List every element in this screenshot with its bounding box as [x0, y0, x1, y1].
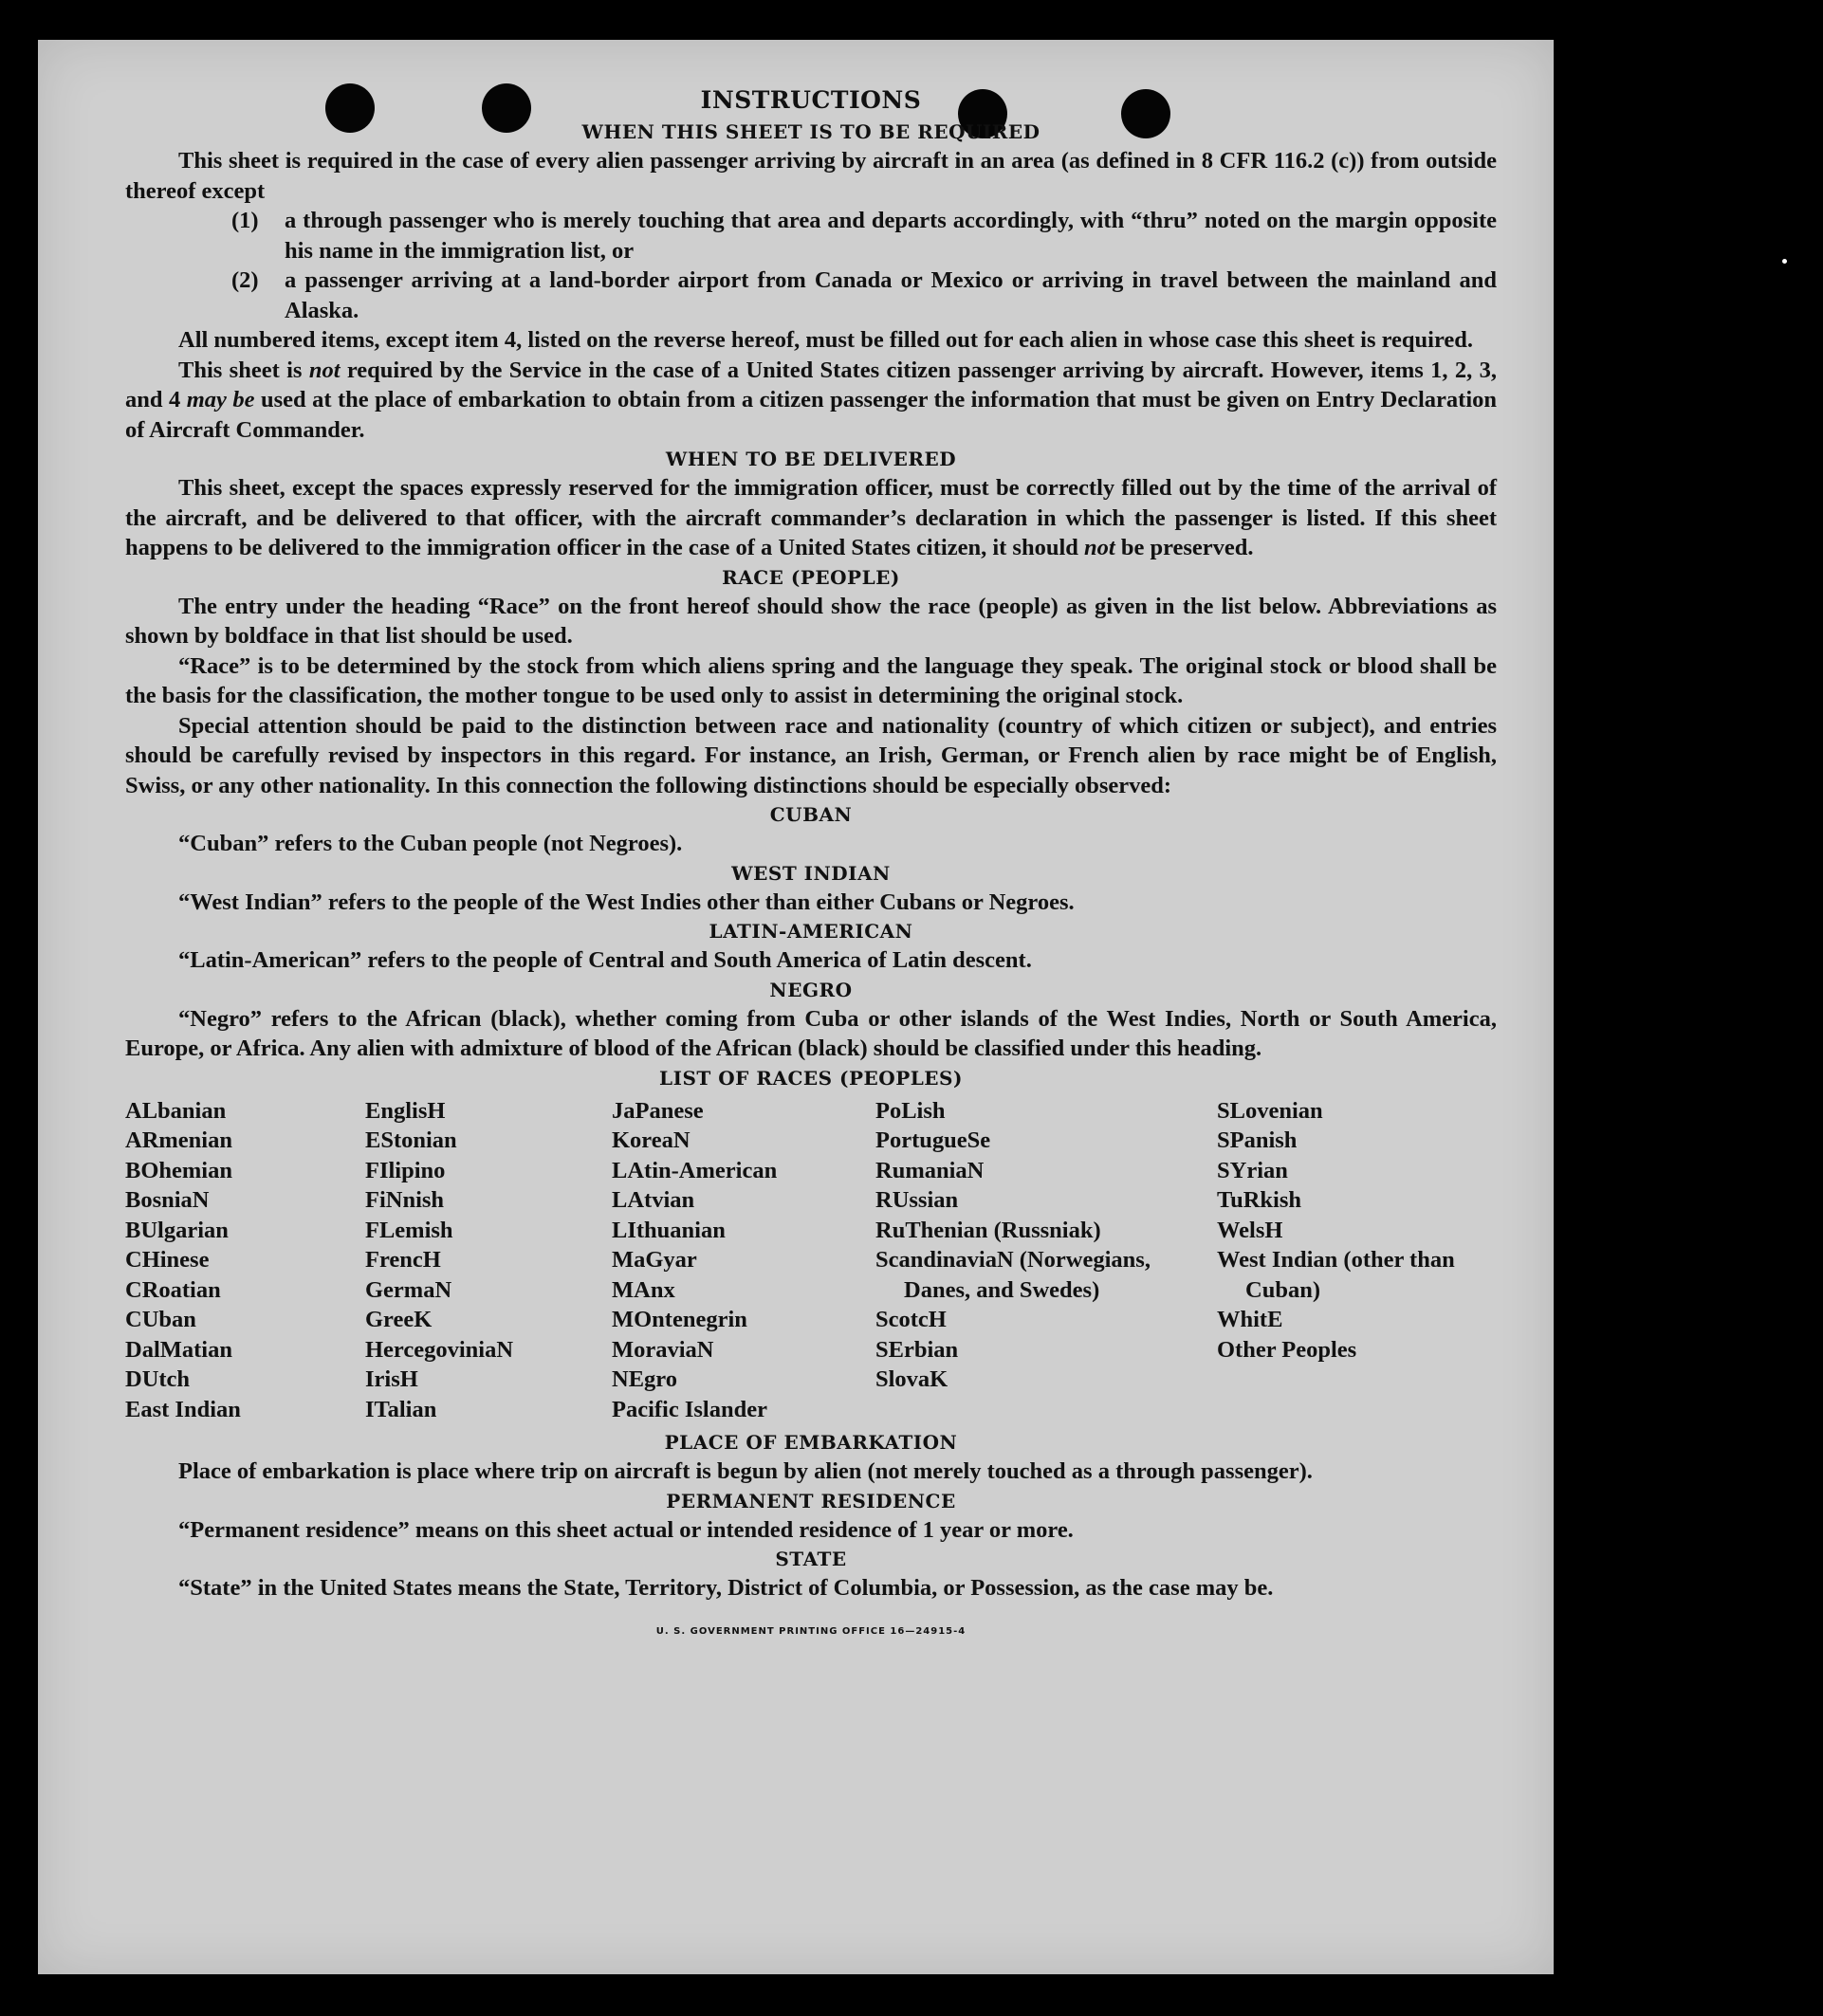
race-entry: RuThenian (Russniak) — [875, 1217, 1101, 1243]
section-heading-residence: PERMANENT RESIDENCE — [666, 1489, 956, 1512]
race-entry: BosniaN — [125, 1187, 210, 1213]
race-entry: PortugueSe — [875, 1127, 991, 1153]
race-entry: KoreaN — [612, 1127, 691, 1153]
race-entry: NEgro — [612, 1366, 677, 1392]
race-entry: BOhemian — [125, 1157, 232, 1183]
race-entry: EStonian — [365, 1127, 457, 1153]
numbered-items-paragraph: All numbered items, except item 4, listed on the reverse hereof, must be filled out for each alien in whose case this sheet is required. — [178, 327, 1474, 353]
west-indian-definition: “West Indian” refers to the people of the West Indies other than either Cubans or Negroes. — [178, 889, 1075, 915]
race-entry: LAtin-American — [612, 1157, 778, 1183]
race-entry: West Indian (other than Cuban) — [1217, 1247, 1455, 1303]
race-entry: DalMatian — [125, 1336, 232, 1363]
delivered-paragraph: This sheet, except the spaces expressly reserved for the immigration officer, must be correctly filled out by the time of the arrival of the aircraft, and be delivered to that officer, with the aircraft commander’s declaration in which the passenger is listed. If this sheet happens to be delivered to the immigration officer in the case of a United States citizen, it should not be preserved. — [125, 475, 1497, 560]
instructions-content — [125, 83, 1497, 1646]
race-entry: SYrian — [1217, 1157, 1288, 1183]
race-entry: SLovenian — [1217, 1097, 1323, 1124]
race-entry: LAtvian — [612, 1187, 695, 1213]
race-entry: FrencH — [365, 1247, 441, 1273]
races-column — [612, 1096, 875, 1425]
section-heading-required: WHEN THIS SHEET IS TO BE REQUIRED — [581, 120, 1040, 143]
race-entry: BUlgarian — [125, 1217, 229, 1243]
item-text: a passenger arriving at a land-border airport from Canada or Mexico or arriving in travel between the mainland and Alaska. — [285, 267, 1497, 323]
races-column — [125, 1096, 365, 1425]
races-column — [875, 1096, 1217, 1425]
item-number: (1) — [231, 208, 259, 233]
race-entry: FiNnish — [365, 1187, 445, 1213]
race-entry: ScotcH — [875, 1307, 947, 1332]
race-entry: MOntenegrin — [612, 1307, 747, 1332]
item-number: (2) — [231, 267, 259, 293]
race-entry: EnglisH — [365, 1097, 446, 1124]
race-entry: LIthuanian — [612, 1217, 726, 1243]
section-heading-latin-american: LATIN-AMERICAN — [709, 920, 913, 943]
race-entry: Other Peoples — [1217, 1336, 1357, 1363]
race-entry: MAnx — [612, 1276, 675, 1303]
race-paragraph: The entry under the heading “Race” on the front hereof should show the race (people) as given in the list below. Abbreviations as shown by boldface in that list should be used. — [125, 593, 1497, 649]
section-heading-embarkation: PLACE OF EMBARKATION — [664, 1431, 958, 1454]
race-entry: ALbanian — [125, 1097, 227, 1124]
race-entry: ARmenian — [125, 1127, 232, 1153]
race-entry: ScandinaviaN (Norwegians, Danes, and Swedes) — [875, 1247, 1151, 1303]
race-entry: SErbian — [875, 1336, 959, 1363]
race-entry: RUssian — [875, 1187, 959, 1213]
race-entry: FLemish — [365, 1217, 453, 1243]
race-paragraph: Special attention should be paid to the distinction between race and nationality (country of which citizen or subject), and entries should be carefully revised by inspectors in this regard. For instance, an Irish, German, or French alien by race might be of English, Swiss, or any other nationality. In this connection the following distinctions should be especially observed: — [125, 712, 1497, 798]
required-intro: This sheet is required in the case of every alien passenger arriving by aircraft in an area (as defined in 8 CFR 116.2 (c)) from outside thereof except — [125, 148, 1497, 204]
page-title: INSTRUCTIONS — [700, 86, 922, 114]
section-heading-races-list: LIST OF RACES (PEOPLES) — [659, 1066, 963, 1090]
latin-american-definition: “Latin-American” refers to the people of Central and South America of Latin descent. — [178, 947, 1032, 973]
race-entry: JaPanese — [612, 1097, 704, 1124]
races-list — [125, 1096, 1497, 1425]
section-heading-west-indian: WEST INDIAN — [731, 861, 891, 885]
section-heading-negro: NEGRO — [769, 978, 853, 1001]
race-entry: WelsH — [1217, 1217, 1283, 1243]
race-entry: SlovaK — [875, 1366, 948, 1392]
section-heading-race: RACE (PEOPLE) — [722, 565, 900, 589]
citizen-paragraph: This sheet is not required by the Service in the case of a United States citizen passenger arriving by aircraft. However, items 1, 2, 3, and 4 may be used at the place of embarkation to obtain from a citizen passenger the information that must be given on Entry Declaration of Aircraft Commander. — [125, 357, 1498, 443]
item-text: a through passenger who is merely touching that area and departs accordingly, with “thru” noted on the margin opposite his name in the immigration list, or — [285, 208, 1497, 264]
section-heading-cuban: CUBAN — [769, 803, 853, 826]
exception-item — [125, 266, 1497, 325]
race-entry: GermaN — [365, 1276, 452, 1303]
race-paragraph: “Race” is to be determined by the stock from which aliens spring and the language they speak. The original stock or blood shall be the basis for the classification, the mother tongue to be used only to assist in determining the original stock. — [125, 652, 1497, 708]
race-entry: IrisH — [365, 1366, 418, 1392]
race-entry: CHinese — [125, 1247, 210, 1273]
race-entry: East Indian — [125, 1396, 241, 1422]
race-entry: GreeK — [365, 1307, 433, 1332]
race-entry: CUban — [125, 1307, 196, 1332]
negro-definition: “Negro” refers to the African (black), whether coming from Cuba or other islands of the West Indies, North or South America, Europe, or Africa. Any alien with admixture of blood of the African (black) should be classified under this heading. — [125, 1005, 1497, 1061]
race-entry: CRoatian — [125, 1276, 221, 1303]
race-entry: Pacific Islander — [612, 1396, 767, 1422]
state-definition: “State” in the United States means the State, Territory, District of Columbia, or Possession, as the case may be. — [178, 1575, 1274, 1601]
race-entry: RumaniaN — [875, 1157, 985, 1183]
race-entry: MoraviaN — [612, 1336, 714, 1363]
race-entry: SPanish — [1217, 1127, 1298, 1153]
section-heading-delivered: WHEN TO BE DELIVERED — [665, 448, 957, 470]
race-entry: ITalian — [365, 1396, 437, 1422]
printing-office-imprint: U. S. GOVERNMENT PRINTING OFFICE 16—24915-4 — [655, 1625, 967, 1637]
scan-speck — [1782, 259, 1787, 264]
race-entry: DUtch — [125, 1366, 191, 1392]
residence-definition: “Permanent residence” means on this sheet actual or intended residence of 1 year or more. — [178, 1516, 1074, 1543]
document-sheet — [38, 40, 1554, 1974]
races-column — [365, 1096, 612, 1425]
race-entry: HercegoviniaN — [365, 1336, 514, 1363]
race-entry: PoLish — [875, 1097, 946, 1124]
embarkation-definition: Place of embarkation is place where trip on aircraft is begun by alien (not merely touched as a through passenger). — [178, 1458, 1313, 1484]
races-column — [1217, 1096, 1497, 1425]
race-entry: TuRkish — [1217, 1187, 1302, 1213]
section-heading-state: STATE — [775, 1548, 847, 1570]
race-entry: MaGyar — [612, 1247, 697, 1273]
cuban-definition: “Cuban” refers to the Cuban people (not Negroes). — [178, 831, 683, 856]
race-entry: FIlipino — [365, 1157, 446, 1183]
exception-item — [125, 206, 1497, 266]
race-entry: WhitE — [1217, 1307, 1283, 1332]
